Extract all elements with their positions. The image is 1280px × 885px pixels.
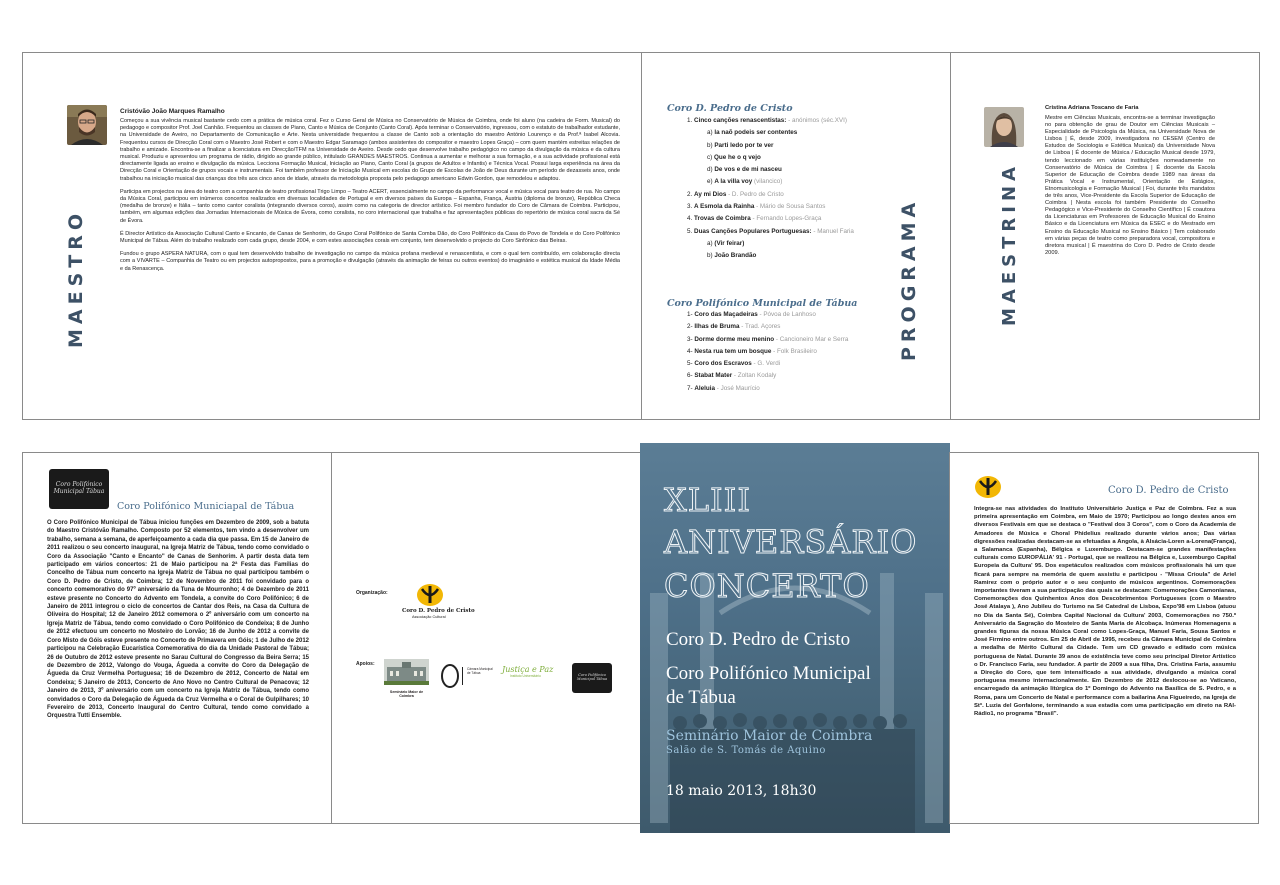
- programa-item-title: Coro das Maçadeiras: [694, 311, 758, 318]
- maestro-bio-paragraph: Começou a sua vivência musical bastante cedo com a prática de música coral. Fez o Curso Geral de Música no Conservatório de Música de Coimbra, onde foi aluno (na cadeira de Form. Musical) do pedagogo e compositor Prof. Joel Canhão. Frequentou as classes de Piano, Canto e Música de Conjunto (Canto Coral). Após terminar o Conservatório, ingressou, com o estatuto de trabalhador estudante, na Universidade de Aveiro, no Departamento de Comunicação e Arte. Nesta universidade frequentou a classe de Canto sob a orientação do maestro António Lourenço e da Prof.ª Isabel Alcovia. Frequentou cursos de Direcção Coral com o Maestro José Robert e com o Maestro Edgar Saramago (ambos assistentes do compositor e maestro Lopes Graça) – com quem mantém estreitas relações de trabalho e amizade. Encontra-se a finalizar a licenciatura em Direcção/TFM na Universidade de Aveiro. Desde cedo que desenvolve trabalho pedagógico no campo da divulgação da música e da cultura musical. Produziu e apresentou um programa de rádio, dirigido ao grande público, intitulado GRANDES MAESTROS. Continua a aumentar e melhorar a sua formação, e a sua actividade profissional está directamente ligada ao ensino e divulgação da música. Lecciona Formação Musical, Iniciação ao Piano, Canto Coral (a grupos de Adultos e Infantis) e Técnica Vocal. Possui larga experiência na área da Direcção Coral e Orientação de grupos vocais e instrumentais. Foi também professor de Iniciação Musical em escolas do Grupo de Escolas de João de Deus durante um período de dezasseis anos, onde trabalhou na iniciação musical das crianças dos três aos cinco anos de idade, através da metodologia proposta pelo pedagogo americano Edwin Gordon, que remodelou e adaptou.: [120, 118, 620, 182]
- programa-item-number: 6-: [687, 372, 693, 380]
- programa-item-number: 7-: [687, 384, 693, 392]
- programa-coro1-title: Coro D. Pedro de Cristo: [667, 103, 793, 114]
- sponsor-justica-paz: [502, 665, 564, 678]
- maestrina-bio: Mestre em Ciências Musicais, encontra-se a terminar investigação no para obtenção de grau de Doutor em Ciências Musicais – Especialidade de Psicologia da Música, na Universidade Nova de Lisboa | É, desde 2009, investigadora no CESEM (Centro de Estudos de Sociologia e Estética Musical) da Universidade Nova de Lisboa | É docente de Música / Educação Musical desde 1979, tendo leccionado em várias instituições nomeadamente no Conservatório de Música de Coimbra | É docente da Escola Superior de Educação de Coimbra desde 1989 nas áreas da Prática Vocal e Instrumental, Orientação de Estágios, Etnomusicologia e Formação Musical | Foi, durante três mandatos de três anos, Vice-Presidente da Escola Superior de Educação de Coimbra | Nesta escola foi também Presidente do Conselho Pedagógico e Vice-Presidente do Conselho Científico | É coautora da Licenciaturas em Professores de Educação Musical do Ensino Básico e da Licenciatura em Música da ESEC e do Mestrado em Ensino da Educação Musical no Ensino Básico | Tem colaborado em várias peças de teatro como preparadora vocal, compositora e diretora musical | É maestrina do Coro D. Pedro de Cristo desde 2009.: [1045, 115, 1215, 256]
- maestrina-name: Cristina Adriana Toscano de Faria: [1045, 105, 1139, 111]
- programa-item: [687, 334, 848, 346]
- programa-item-author: - Póvoa de Lanhoso: [757, 311, 816, 318]
- programa-item-author: - Fernando Lopes-Graça: [750, 215, 822, 223]
- sponsor-camara: [440, 663, 492, 689]
- programa-coro2-list: [687, 309, 848, 395]
- programa-item-title: Coro dos Escravos: [694, 360, 752, 368]
- programa-coro2-title: Coro Polifónico Municipal de Tábua: [667, 298, 858, 309]
- programa-item-number: a): [707, 239, 713, 247]
- programa-item-author: - Manuel Faria: [811, 227, 854, 235]
- programa-item-title: (Vir feirar): [714, 239, 745, 247]
- programa-item-number: 5-: [687, 360, 693, 368]
- programa-item: [687, 238, 854, 250]
- coro-pedro-logo-icon: [416, 583, 444, 607]
- programa-item-author: - D. Pedro de Cristo: [726, 190, 784, 198]
- programa-item-title: Nesta rua tem um bosque: [694, 347, 772, 355]
- programa-item-title: Que he o q vejo: [714, 153, 761, 161]
- cover-coro-tabua-line1: Coro Polifónico Municipal: [666, 663, 871, 684]
- programa-item: [687, 152, 854, 164]
- programa-item: [687, 176, 854, 188]
- programa-item-number: 2.: [687, 190, 693, 198]
- coro-pedro-panel: [949, 452, 1259, 824]
- sponsor-justica-paz-sub: Instituto Universitário: [510, 674, 541, 678]
- maestrina-portrait: [984, 107, 1024, 147]
- coro-pedro-logo-icon: [974, 475, 1002, 499]
- cover-anniversary-word: ANIVERSÁRIO: [664, 523, 918, 561]
- programa-item-number: b): [707, 141, 713, 149]
- programa-item-author: - Folk Brasileiro: [771, 347, 817, 355]
- programa-item-number: 1-: [687, 311, 693, 318]
- programa-item: [687, 309, 848, 321]
- programa-side-title: PROGRAMA: [898, 197, 920, 361]
- programa-item-author: - anónimos (séc.XVI): [786, 117, 847, 124]
- programa-item-title: Parti ledo por te ver: [714, 141, 774, 149]
- programa-item-author: - José Maurício: [715, 384, 760, 392]
- programa-item-author: - Cancioneiro Mar e Serra: [774, 335, 849, 343]
- programa-item-title: Dorme dorme meu menino: [694, 335, 775, 343]
- building-icon: [384, 659, 429, 685]
- coro-tabua-text: O Coro Polifónico Municipal de Tábua iniciou funções em Dezembro de 2009, sob a batuta do Maestro Cristóvão Ramalho. Composto por 52 elementos, tem vindo a desenvolver um trabalho, semana a semana, de aperfeiçoamento a cada dia que passa. Em 15 de Janeiro de 2011 realizou o seu concerto inaugural, na Igreja Matriz de Tábua, tendo como convidado o Coro da Associação "Canto e Encanto" de Canas de Senhorim. A partir desta data tem participado em vários concertos: 21 de Maio participou na 2ª Festa das Famílias do Concelho de Tábua num concerto na Igreja Matriz de Tábua no qual participou também o Coro D. Pedro de Cristo, de Coimbra; 12 de Novembro de 2011 foi convidado para o concerto comemorativo do 97º aniversário da Tuna de Mourronho; 4 de Dezembro de 2011 esteve presente no Concerto do Advento em Tondela, a convite do Coro Polifónico; 6 de Janeiro de 2011 integrou o ciclo de concertos de Cantar dos Reis, na Casa da Cultura de Oliveira do Hospital; 12 de Janeiro 2012 comemora o 2º aniversário com um concerto na Igreja Matriz de Tábua, tendo como convidado o Coro Polifónico de Condeixa; 8 de Junho de 2012 efectuou um concerto no Mosteiro do Lorvão; 16 de Junho de 2012 a convite de Coro Misto de Góis esteve presente no Concerto de Primavera em Góis; 1 de Julho de 2012 participou na Celebração Eucarística Comemorativa do dia da Unidade Pastoral de Tábua; 26 de Outubro de 2012 esteve presente no Sarau Cultural do Congresso da Beira Serra; 15 de Dezembro de 2012, Valongo do Vouga, Águeda a convite do Coro da Delegação de Águeda da Cruz Vermelha Portuguesa; 16 de Dezembro de 2012, Concerto de Natal em Condeixa; 5 Janeiro de 2013, Concerto de Ano Novo no Centro Cultural de Penacova; 12 Janeiro de 2013, 3º aniversário com um concerto na Igreja Matriz de Tábua, tendo como convidados o Coro da Delegação de Águeda da Cruz Vermelha e o Coral de Gulpilhares; 10 Fevereiro de 2013, Concerto Inaugural do Centro Cultural, tendo como convidado a Orquestra Tutti Ensemble.: [47, 520, 309, 720]
- programa-item: [687, 358, 848, 370]
- programa-item: [687, 250, 854, 262]
- programa-item-title: A la villa voy: [714, 178, 753, 186]
- programa-item-number: 3-: [687, 335, 693, 343]
- apoios-label: Apoios:: [356, 661, 375, 667]
- organizacao-label: Organização:: [356, 590, 388, 596]
- programa-item-number: 2-: [687, 323, 693, 331]
- programa-item-title: Ay mi Dios: [694, 190, 727, 198]
- apoios-panel: [331, 452, 641, 824]
- programa-item-number: 3.: [687, 203, 693, 211]
- programa-item-title: Duas Canções Populares Portuguesas:: [694, 227, 812, 235]
- org-name: Coro D. Pedro de Cristo: [402, 608, 475, 614]
- programa-item-number: d): [707, 166, 713, 174]
- programa-item-title: De vos e de mi nasceu: [714, 166, 782, 174]
- programa-item: [687, 370, 848, 382]
- programa-item-title: Aleluia: [694, 384, 716, 392]
- coro-tabua-logo-text: Coro Polifónico Municipal Tábua: [53, 481, 105, 495]
- programa-item-number: 4.: [687, 215, 693, 223]
- programa-item: [687, 115, 854, 127]
- sponsor-seminario: [384, 659, 429, 698]
- coro-pedro-title: Coro D. Pedro de Cristo: [1108, 485, 1229, 496]
- sponsor-seminario-caption: Seminário Maior de Coimbra: [389, 690, 424, 698]
- programa-item-title: João Brandão: [714, 252, 757, 260]
- programa-item-title: Ilhas de Bruma: [694, 323, 740, 331]
- programa-item-number: e): [707, 178, 713, 186]
- cover-coro-pedro: Coro D. Pedro de Cristo: [666, 629, 851, 650]
- programa-item: [687, 127, 854, 139]
- maestrina-side-title: MAESTRINA: [999, 162, 1020, 326]
- cover-coro-tabua-line2: de Tábua: [666, 687, 736, 708]
- programa-item-author: - G. Verdi: [751, 360, 781, 368]
- programa-item-author: (vilancico): [752, 178, 783, 186]
- programa-item-title: Cinco canções renascentistas:: [694, 117, 787, 124]
- cover-date: 18 maio 2013, 18h30: [666, 783, 817, 799]
- programa-item-title: Trovas de Coimbra: [694, 215, 751, 223]
- programa-item-number: 4-: [687, 347, 693, 355]
- programa-item-number: 1.: [687, 117, 693, 124]
- programa-item-title: Stabat Mater: [694, 372, 733, 380]
- coro-tabua-logo: [49, 469, 109, 509]
- maestro-side-title: MAESTRO: [65, 208, 87, 348]
- cover-panel: [640, 443, 950, 833]
- programa-item: [687, 346, 848, 358]
- maestro-bio-paragraph: Fundou o grupo ASPERA NATURA, com o qual tem desenvolvido trabalho de investigação no campo da música profana medieval e renascentista, e com o qual tem contribuído, em colaboração directa com a VIVARTE – Companhia de Teatro ou em projectos autopropostos, para a promoção e divulgação (através da animação de feiras ou outros eventos) do imaginário e estética musical da Idade Média e da Renascença.: [120, 251, 620, 272]
- programa-item-number: a): [707, 129, 713, 137]
- programa-item: [687, 201, 854, 213]
- maestro-portrait: [67, 105, 107, 145]
- programa-item: [687, 383, 848, 395]
- coro-tabua-panel: [22, 452, 332, 824]
- programa-item: [687, 164, 854, 176]
- maestro-bio-paragraph: Participa em projectos na área do teatro com a companhia de teatro profissional Trigo Limpo – Teatro ACERT, essencialmente no campo da performance vocal e música vocal para teatro de rua. No campo da Música Coral, participou em inúmeros concertos realizados em diversas localidades de Portugal e em diversos países da Europa – Espanha, França, Áustria (diploma de bronze), República Checa (medalha de bronze) e Itália – tanto como cantor coralista (integrando diversos coros), assim como na categoria de director artístico. Foi membro fundador do Coro de Câmara de Coimbra. Participou, também, em algumas edições das Jornadas Internacionais de Música de Évora, como coralista, no coro internacional que trabalha e faz apresentações públicas do repertório de música coral sacra da Sé de Évora.: [120, 188, 620, 224]
- programa-item: [687, 226, 854, 238]
- programa-item-author: - Trad. Açores: [739, 323, 781, 331]
- programa-item: [687, 189, 854, 201]
- maestro-name: Cristóvão João Marques Ramalho: [120, 108, 225, 115]
- programa-item-author: - Mário de Sousa Santos: [754, 203, 826, 211]
- maestro-bio: [120, 118, 620, 279]
- programa-coro1-list: [687, 115, 854, 263]
- programa-panel: [641, 52, 951, 420]
- maestro-panel: [22, 52, 642, 420]
- programa-item-number: 5.: [687, 227, 693, 235]
- programa-item: [687, 213, 854, 225]
- programa-item: [687, 321, 848, 333]
- sponsor-justica-paz-text: Justiça e Paz: [502, 665, 554, 674]
- programa-item: [687, 140, 854, 152]
- cover-concert-word: CONCERTO: [664, 567, 870, 605]
- programa-item-title: la naõ podeis ser contentes: [714, 129, 798, 137]
- cover-room: Salão de S. Tomás de Aquino: [666, 745, 826, 756]
- cover-anniversary-number: XLIII: [664, 481, 751, 519]
- coro-pedro-text: Integra-se nas atividades do Instituto Universitário Justiça e Paz de Coimbra. Fez a sua primeira apresentação em Coimbra, em Maio de 1970; Participou ao longo destes anos em diversos Festivais em que se destaca o "Festival dos 3 Coros", com o Coro da Academia de Amadores de Música e Choral Phidelius realizado durante vários anos; Das várias digressões realizadas destacam-se as efetuadas a Angola, à Alsácia-Loren a-Lorena(França), a Salamanca (Espanha), Bélgica e Luxemburgo. Destacam-se grandes manifestações culturais como EUROPÁLIA' 91 - Portugal, que se realizou na Bélgica e, Luxemburgo Capital Europeia da Cultura' 95. Dos espetáculos realizados com músicos profissionais há um que ficará para sempre na memória de quem assistiu e participou - "Missa Crioula" de Ariel Ramirez com o próprio autor e o seu conjunto de músicos argentinos. Comemorações importantes tiveram a sua participação das quais se destacam: Comemorações Camonianas, Comemorações dos Quinhentos Anos dos Descobrimentos Portugueses (com o Maestro José Atalaya ), Ano Jubileu do Turismo na Sé Catedral de Lisboa, Expo'98 em Lisboa (atuou no Dia da Santa Sé), Coimbra Capital Nacional da Cultura' 2003, Comemorações no 750.º Aniversário da Sagração do Mosteiro de Santa Maria de Alcobaça. Inúmeras Homenagens a grandes figuras da nossa Música Coral como Lopes-Graça, Manuel Faria, Sousa Santos e José Firmino entre outros. Em 25 de Abril de 1995, recebeu da Câmara Municipal de Coimbra a medalha de Mérito Cultural da Cidade. Tem um CD gravado e editado com música portuguesa de Natal. Durante 39 anos de existência teve como seu principal Diretor Artístico o Dr. Francisco Faria, seu fundador. A partir de 2009 a sua filha, Dra. Cristina Faria, assumiu a Direção do Coro, que tem intensificado a sua atividade, divulgando a música coral portuguesa mesmo internacionalmente. Em Dezembro de 2012 deslocou-se ao Vaticano, encarregado da animação litúrgica do 1º Domingo do Advento na Basílica de S. Pedro, e a Roma, para um Concerto de Natal e performance com a bailarina Ana Figueiredo, na Igreja de Stª. Luzia del Gonfalone, terminando a sua estadia com uma participação em direto na RAI-Rádio1, no programa "Brasil".: [974, 506, 1236, 718]
- sponsor-coro-tabua-text: Coro Polifónico Municipal Tábua: [576, 673, 608, 681]
- sponsor-camara-text: Câmara Municipal de Tábua: [467, 667, 493, 676]
- maestrina-panel: [950, 52, 1260, 420]
- maestro-bio-paragraph: É Director Artístico da Associação Cultural Canto e Encanto, de Canas de Senhorim, do Grupo Coral Polifónico de Santa Comba Dão, do Coro Polifónico da Casa do Povo de Tondela e do Coro Polifónico Municipal de Tábua. Além do trabalho realizado com cada grupo, desde 2004, e com estes associações corais em conjunto, tem desenvolvido o projecto do Coro Sinfónico das Beiras.: [120, 230, 620, 245]
- programa-item-number: c): [707, 153, 713, 161]
- coro-tabua-title: Coro Polifónico Municiapal de Tábua: [117, 501, 295, 512]
- sponsor-coro-tabua-logo: [572, 663, 612, 693]
- programa-item-number: b): [707, 252, 713, 260]
- cover-venue: Seminário Maior de Coimbra: [666, 728, 873, 744]
- programa-item-title: A Esmola da Rainha: [694, 203, 755, 211]
- programa-item-author: - Zoltan Kodaly: [732, 372, 777, 380]
- org-sub: Associação Cultural: [412, 615, 446, 619]
